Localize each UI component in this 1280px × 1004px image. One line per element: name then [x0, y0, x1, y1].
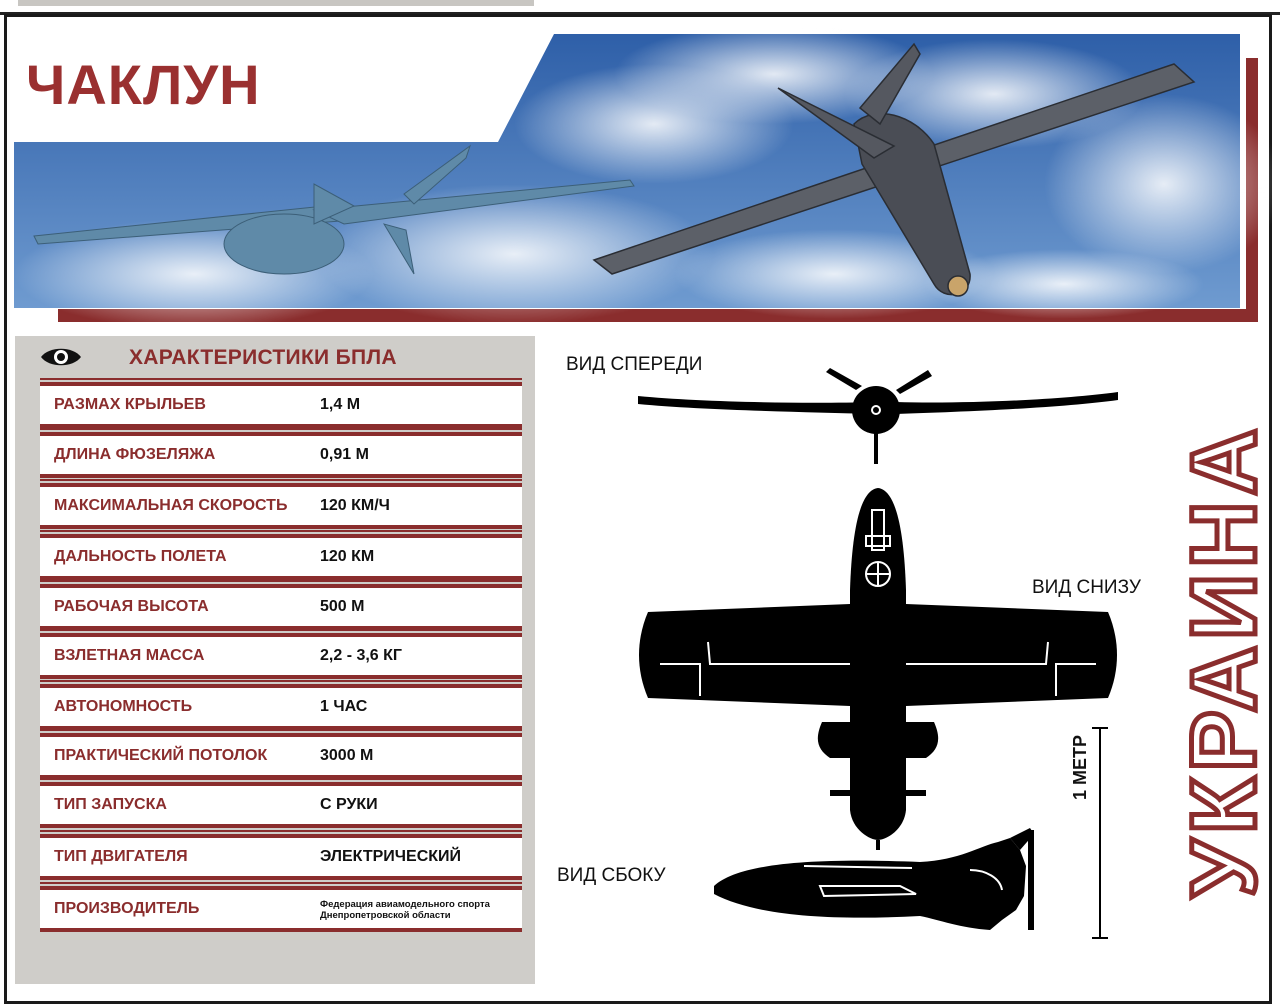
spec-row-wingspan	[40, 382, 522, 428]
spec-row-fuselage	[40, 432, 522, 478]
scale-bar	[1092, 728, 1108, 938]
page-title: ЧАКЛУН	[26, 53, 261, 116]
spec-value: 3000 М	[320, 747, 374, 764]
spec-row-endurance	[40, 684, 522, 730]
spec-panel	[15, 336, 535, 984]
spec-value: 0,91 М	[320, 446, 369, 463]
spec-row-range	[40, 534, 522, 580]
side-view-silhouette	[714, 828, 1034, 930]
spec-row-altitude	[40, 584, 522, 630]
spec-label: ПРОИЗВОДИТЕЛЬ	[54, 900, 200, 917]
ukraine-side-word	[1173, 332, 1275, 988]
spec-value: 120 КМ/Ч	[320, 497, 390, 514]
spec-label: ПРАКТИЧЕСКИЙ ПОТОЛОК	[54, 747, 268, 764]
spec-row-manufacturer	[40, 886, 522, 932]
spec-label: РАБОЧАЯ ВЫСОТА	[54, 598, 209, 615]
spec-row-engine-type	[40, 834, 522, 880]
spec-value: 1,4 М	[320, 396, 361, 413]
spec-row-takeoff-mass	[40, 633, 522, 679]
spec-panel-header	[15, 336, 535, 382]
spec-label: ДАЛЬНОСТЬ ПОЛЕТА	[54, 548, 227, 565]
spec-value: 2,2 - 3,6 КГ	[320, 647, 402, 664]
spec-label: РАЗМАХ КРЫЛЬЕВ	[54, 396, 206, 413]
ukraine-side-word-text: УКРАИНА	[1173, 422, 1275, 898]
top-grey-bar	[18, 0, 534, 6]
scale-label: 1 МЕТР	[1070, 734, 1090, 800]
spec-value: С РУКИ	[320, 796, 378, 813]
bottom-view-silhouette	[639, 488, 1117, 850]
spec-label: ТИП ЗАПУСКА	[54, 796, 167, 813]
front-view-label: ВИД СПЕРЕДИ	[566, 354, 703, 375]
spec-value: 120 КМ	[320, 548, 375, 565]
spec-label: МАКСИМАЛЬНАЯ СКОРОСТЬ	[54, 497, 288, 514]
spec-value: 1 ЧАС	[320, 698, 368, 715]
top-strip	[0, 0, 1280, 15]
spec-value: ЭЛЕКТРИЧЕСКИЙ	[320, 848, 462, 865]
spec-value: 500 М	[320, 598, 365, 615]
spec-label: ВЗЛЕТНАЯ МАССА	[54, 647, 205, 664]
side-view-label: ВИД СБОКУ	[557, 865, 666, 886]
spec-row-ceiling	[40, 733, 522, 779]
eye-icon	[39, 344, 83, 370]
spec-label: ДЛИНА ФЮЗЕЛЯЖА	[54, 446, 216, 463]
front-view-silhouette	[638, 368, 1118, 464]
silhouettes	[540, 330, 1180, 990]
spec-panel-title: ХАРАКТЕРИСТИКИ БПЛА	[129, 346, 397, 369]
spec-row-max-speed	[40, 483, 522, 529]
spec-label: АВТОНОМНОСТЬ	[54, 698, 193, 715]
spec-value: Федерация авиамодельного спорта Днепропетровской области	[320, 899, 490, 921]
spec-label: ТИП ДВИГАТЕЛЯ	[54, 848, 188, 865]
bottom-view-label: ВИД СНИЗУ	[1032, 577, 1141, 598]
spec-row-launch-type	[40, 782, 522, 828]
